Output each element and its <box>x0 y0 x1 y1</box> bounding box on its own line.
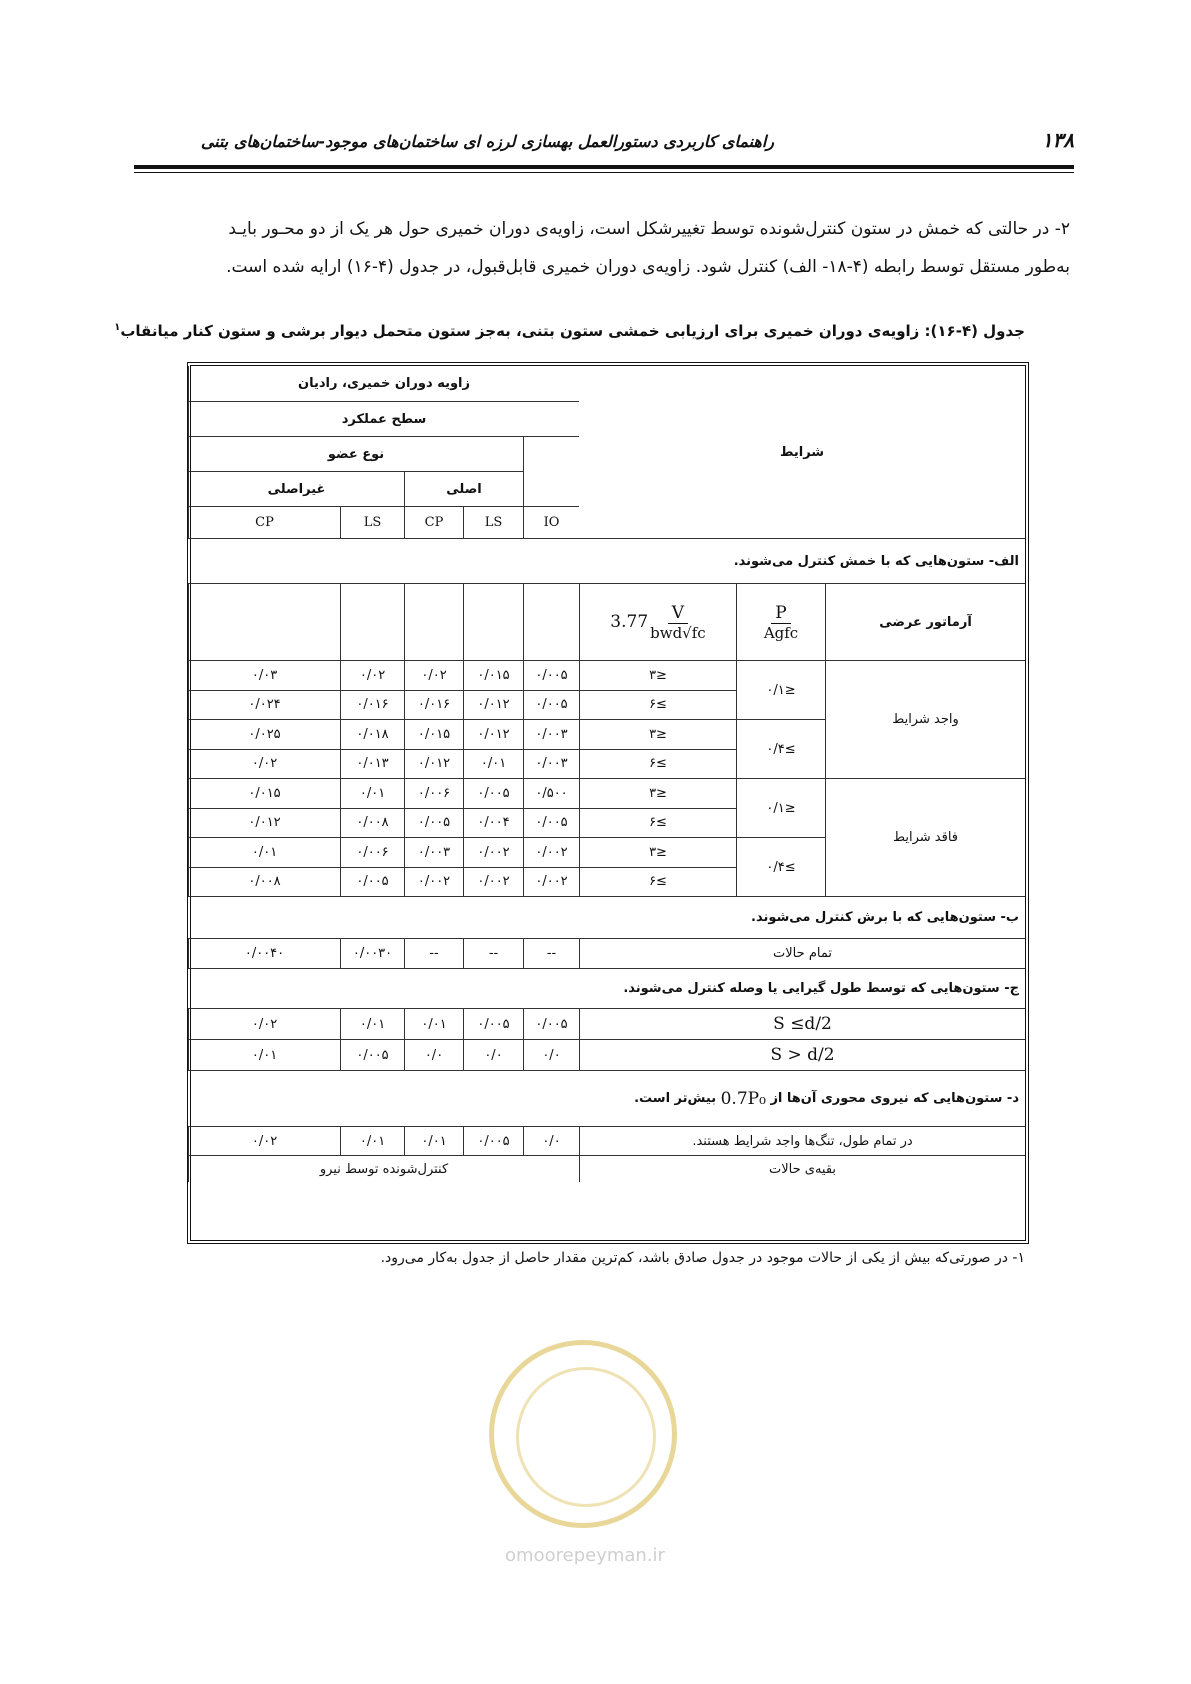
footnote: ۱- در صورتی‌که بیش از یکی از حالات موجود در جدول صادق باشد، کم‌ترین مقدار حاصل از جدول به‌کار می‌رود. <box>380 1250 1025 1266</box>
cp-primary-value: ۰/۰۰۶ <box>404 778 463 808</box>
plastic-rotation-table <box>187 362 1029 1244</box>
shear-ratio-header <box>579 583 736 660</box>
axial-cond: ≤۰/۱ <box>736 660 825 719</box>
cp-primary-value: ۰/۰۱۵ <box>404 719 463 749</box>
cp-primary-value: ۰/۰۱۲ <box>404 749 463 779</box>
cp-primary-value: ۰/۰ <box>404 1039 463 1070</box>
ls-secondary-value: ۰/۰۱۸ <box>340 719 404 749</box>
io-value: -- <box>523 938 579 968</box>
paragraph-line: به‌طور مستقل توسط رابطه (۴-۱۸- الف) کنترل شود. زاویه‌ی دوران خمیری قابل‌قبول، در جدول (۴-۱۶) ارایه شده است. <box>226 257 1070 277</box>
shear-cond: ≤۳ <box>579 837 736 867</box>
footnote-mark: ۱ <box>114 322 121 333</box>
ls-primary-value: ۰/۰۱۲ <box>463 690 523 720</box>
table-row <box>188 778 1025 808</box>
transverse-reinforcement-header: آرماتور عرضی <box>825 583 1025 660</box>
section-d-pre: د- ستون‌هایی که نیروی محوری آن‌ها از <box>770 1091 1019 1106</box>
io-value: ۰/۰۰۵ <box>523 1008 579 1039</box>
section-a-rows <box>188 660 1025 896</box>
header-member-type: نوع عضو <box>188 436 523 471</box>
io-value: ۰/۰۰۵ <box>523 808 579 838</box>
io-value: ۰/۵۰۰ <box>523 778 579 808</box>
section-d-formula: 0.7P₀ <box>720 1088 766 1109</box>
cp-secondary-value: ۰/۰۲۵ <box>188 719 340 749</box>
row-d-label: در تمام طول، تنگ‌ها واجد شرایط هستند. <box>579 1126 1025 1155</box>
shear-cond: ≤۳ <box>579 719 736 749</box>
header-primary: اصلی <box>404 471 523 506</box>
axial-ratio-den: Agfc <box>763 623 799 642</box>
ls-primary-value: ۰/۰۰۵ <box>463 1008 523 1039</box>
cp-primary-value: ۰/۰۰۳ <box>404 837 463 867</box>
cp-secondary-value: ۰/۰۱۵ <box>188 778 340 808</box>
cp-primary-value: ۰/۰۱ <box>404 1008 463 1039</box>
shear-ratio-den: bwd√fc <box>650 623 706 642</box>
header-rule-thick <box>134 165 1074 169</box>
body-paragraph <box>140 210 1070 286</box>
axial-cond: ≥۰/۴ <box>736 837 825 896</box>
blank-cell <box>340 583 404 660</box>
shear-cond: ≥۶ <box>579 690 736 720</box>
ls-primary-value: ۰/۰۰۲ <box>463 867 523 897</box>
io-value: ۰/۰۰۳ <box>523 749 579 779</box>
shear-cond: ≥۶ <box>579 749 736 779</box>
section-b-title: ب- ستون‌هایی که با برش کنترل می‌شوند. <box>188 896 1025 938</box>
header-io: IO <box>523 506 579 538</box>
io-value: ۰/۰ <box>523 1039 579 1070</box>
io-value: ۰/۰۰۳ <box>523 719 579 749</box>
shear-cond: ≤۳ <box>579 778 736 808</box>
header-rule-thin <box>134 172 1074 173</box>
blank-cell <box>188 583 340 660</box>
section-c-title: ج- ستون‌هایی که توسط طول گیرایی یا وصله کنترل می‌شوند. <box>188 968 1025 1008</box>
cp-primary-value: ۰/۰۱ <box>404 1126 463 1155</box>
table-caption <box>114 322 1025 340</box>
row-c-label: S > d/2 <box>579 1039 1025 1070</box>
ls-secondary-value: ۰/۰۱۳ <box>340 749 404 779</box>
cp-secondary-value: ۰/۰۲۴ <box>188 690 340 720</box>
header-ls-primary: LS <box>463 506 523 538</box>
header-performance-level: سطح عملکرد <box>188 401 579 436</box>
ls-secondary-value: ۰/۰۱ <box>340 1126 404 1155</box>
io-value: ۰/۰ <box>523 1126 579 1155</box>
table-row <box>188 837 1025 867</box>
table-row <box>188 690 1025 720</box>
cp-secondary-value: ۰/۰۱ <box>188 837 340 867</box>
cp-secondary-value: ۰/۰۲ <box>188 749 340 779</box>
shear-cond: ≤۳ <box>579 660 736 690</box>
axial-ratio-header <box>736 583 825 660</box>
row-rest-label: بقیه‌ی حالات <box>579 1155 1025 1182</box>
ls-secondary-value: ۰/۰۱ <box>340 778 404 808</box>
cp-primary-value: ۰/۰۱۶ <box>404 690 463 720</box>
section-d-post: بیش‌تر است. <box>634 1091 717 1106</box>
running-title: راهنمای کاربردی دستورالعمل بهسازی لرزه ای ساختمان‌های موجود-ساختمان‌های بتنی <box>200 132 774 151</box>
shear-cond: ≥۶ <box>579 867 736 897</box>
table-row <box>188 808 1025 838</box>
header-secondary: غیراصلی <box>188 471 404 506</box>
ls-primary-value: ۰/۰ <box>463 1039 523 1070</box>
axial-cond: ≤۰/۱ <box>736 778 825 837</box>
header-plastic-angle: زاویه دوران خمیری، رادیان <box>188 366 579 401</box>
cp-primary-value: -- <box>404 938 463 968</box>
ls-secondary-value: ۰/۰۰۸ <box>340 808 404 838</box>
header-cp-primary: CP <box>404 506 463 538</box>
paragraph-line: ۲- در حالتی که خمش در ستون کنترل‌شونده توسط تغییرشکل است، زاویه‌ی دوران خمیری حول هر یک از دو محـور بایـد <box>228 219 1070 239</box>
shear-cond: ≥۶ <box>579 808 736 838</box>
io-value: ۰/۰۰۲ <box>523 867 579 897</box>
blank-cell <box>404 583 463 660</box>
ls-secondary-value: ۰/۰۰۳۰ <box>340 938 404 968</box>
io-value: ۰/۰۰۵ <box>523 690 579 720</box>
table-row <box>188 719 1025 749</box>
group-nonconforming: فاقد شرایط <box>825 778 1025 896</box>
shear-ratio-num: V <box>668 603 688 624</box>
cp-secondary-value: ۰/۰۲ <box>188 1126 340 1155</box>
ls-primary-value: ۰/۰۰۵ <box>463 1126 523 1155</box>
row-b-label: تمام حالات <box>579 938 1025 968</box>
ls-secondary-value: ۰/۰۰۵ <box>340 1039 404 1070</box>
cp-secondary-value: ۰/۰۱۲ <box>188 808 340 838</box>
ls-primary-value: ۰/۰۰۴ <box>463 808 523 838</box>
blank-cell <box>523 583 579 660</box>
header-cp-secondary: CP <box>188 506 340 538</box>
page-number: ۱۳۸ <box>1041 128 1074 152</box>
section-a-title: الف- ستون‌هایی که با خمش کنترل می‌شوند. <box>188 538 1025 583</box>
axial-ratio-num: P <box>771 603 790 624</box>
cp-secondary-value: ۰/۰۰۸ <box>188 867 340 897</box>
ls-secondary-value: ۰/۰۲ <box>340 660 404 690</box>
cp-secondary-value: ۰/۰۰۴۰ <box>188 938 340 968</box>
cp-secondary-value: ۰/۰۲ <box>188 1008 340 1039</box>
watermark-site: omoorepeyman.ir <box>505 1545 665 1566</box>
caption-text: جدول (۴-۱۶): زاویه‌ی دوران خمیری برای ارزیابی خمشی ستون بتنی، به‌جز ستون متحمل دیوار برشی و ستون کنار میانقاب <box>120 322 1025 340</box>
cp-primary-value: ۰/۰۰۵ <box>404 808 463 838</box>
ls-secondary-value: ۰/۰۱ <box>340 1008 404 1039</box>
blank-cell <box>463 583 523 660</box>
shear-ratio-coef: 3.77 <box>610 612 649 632</box>
ls-primary-value: ۰/۰۱۵ <box>463 660 523 690</box>
table-row <box>188 749 1025 779</box>
section-d-title <box>188 1070 1025 1126</box>
ls-primary-value: ۰/۰۰۵ <box>463 778 523 808</box>
ls-primary-value: ۰/۰۱ <box>463 749 523 779</box>
axial-cond: ≥۰/۴ <box>736 719 825 778</box>
cp-primary-value: ۰/۰۰۲ <box>404 867 463 897</box>
row-c-label: S ≤d/2 <box>579 1008 1025 1039</box>
cp-primary-value: ۰/۰۲ <box>404 660 463 690</box>
ls-primary-value: ۰/۰۱۲ <box>463 719 523 749</box>
io-value: ۰/۰۰۲ <box>523 837 579 867</box>
group-conforming: واجد شرایط <box>825 660 1025 778</box>
ls-secondary-value: ۰/۰۰۶ <box>340 837 404 867</box>
ls-primary-value: -- <box>463 938 523 968</box>
ls-secondary-value: ۰/۰۱۶ <box>340 690 404 720</box>
ls-secondary-value: ۰/۰۰۵ <box>340 867 404 897</box>
io-value: ۰/۰۰۵ <box>523 660 579 690</box>
header-conditions: شرایط <box>779 444 825 460</box>
cp-secondary-value: ۰/۰۱ <box>188 1039 340 1070</box>
row-rest-value: کنترل‌شونده توسط نیرو <box>188 1155 579 1182</box>
table-row <box>188 660 1025 690</box>
watermark-logo-icon <box>489 1340 677 1528</box>
table-row <box>188 867 1025 897</box>
header-ls-secondary: LS <box>340 506 404 538</box>
ls-primary-value: ۰/۰۰۲ <box>463 837 523 867</box>
cp-secondary-value: ۰/۰۳ <box>188 660 340 690</box>
page-header <box>134 128 1074 154</box>
